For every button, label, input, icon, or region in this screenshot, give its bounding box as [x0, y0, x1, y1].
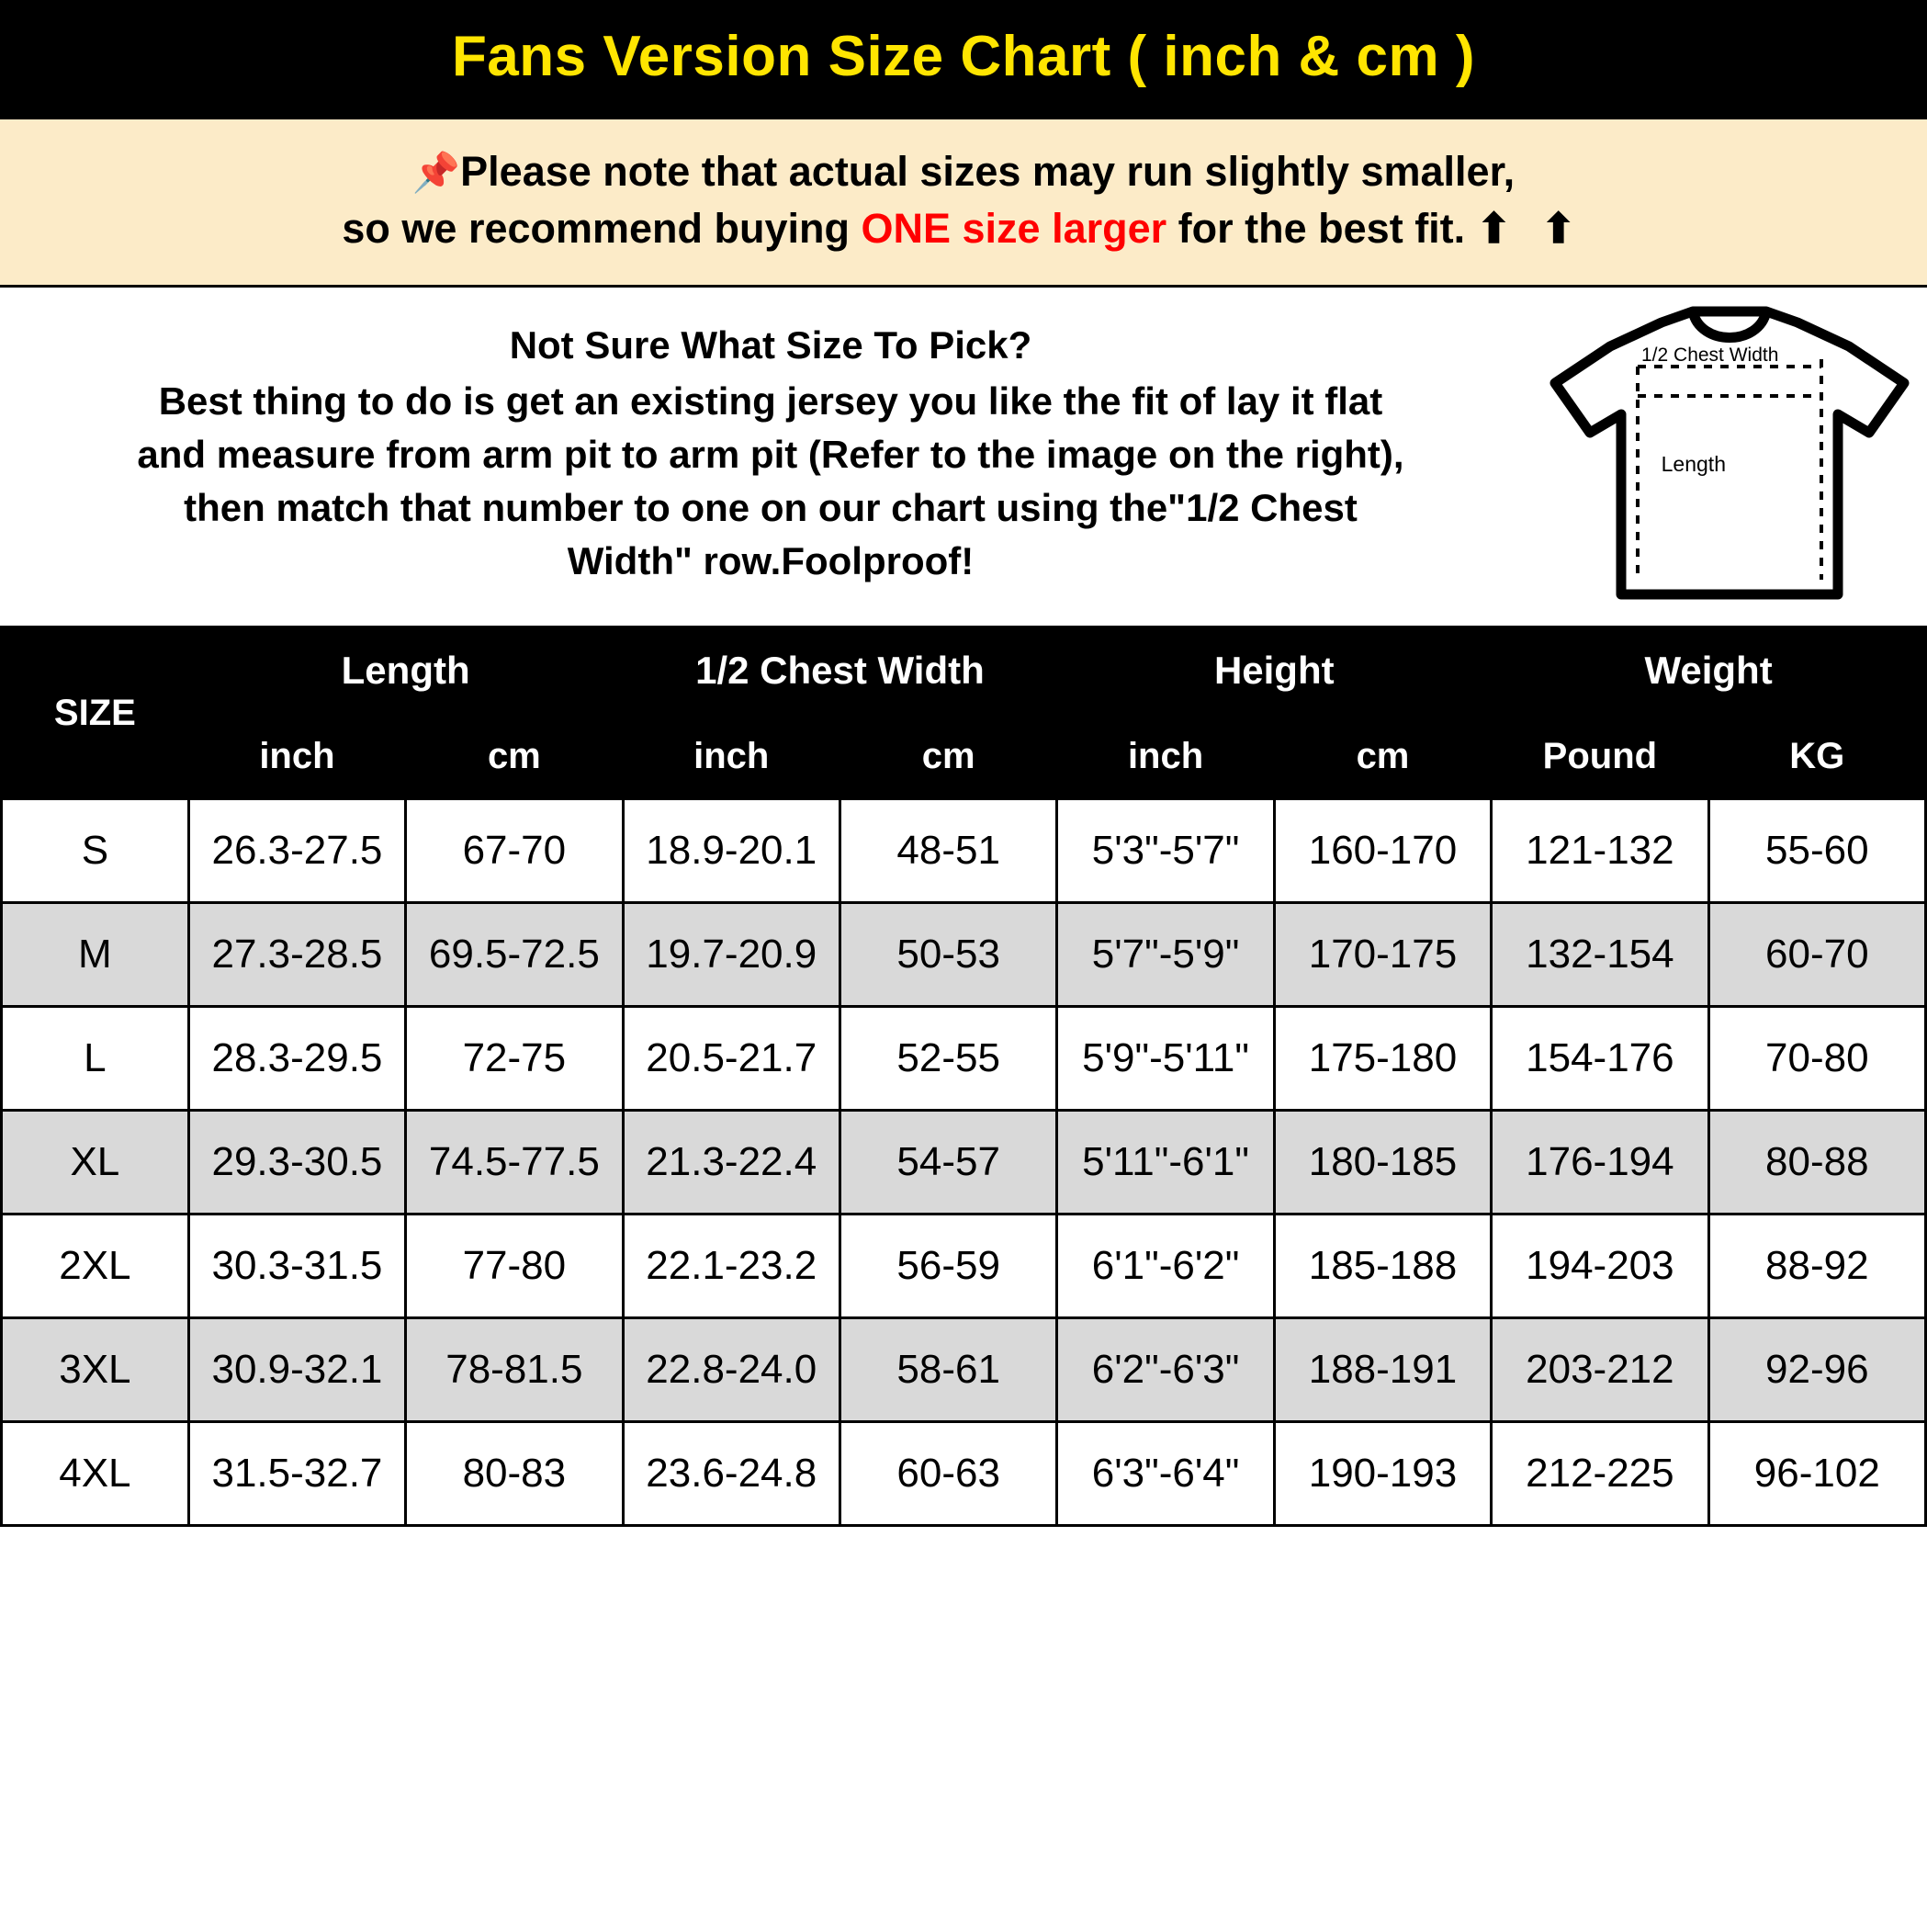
size-table — [0, 626, 1927, 1527]
cell-size: M — [2, 903, 189, 1007]
table-cell: 26.3-27.5 — [188, 799, 405, 903]
up-arrows-icon: ⬆ ⬆ — [1476, 205, 1585, 253]
info-body-line-4: Width" row.Foolproof! — [567, 539, 975, 583]
table-cell: 19.7-20.9 — [623, 903, 840, 1007]
tshirt-diagram — [1532, 304, 1927, 607]
header-unit-height-inch: inch — [1057, 715, 1274, 799]
table-cell: 55-60 — [1708, 799, 1925, 903]
note-text-2a: so we recommend buying — [342, 205, 862, 253]
info-text — [0, 323, 1532, 588]
header-unit-height-cm: cm — [1274, 715, 1491, 799]
header-group-height: Height — [1057, 627, 1492, 715]
table-cell: 121-132 — [1492, 799, 1708, 903]
cell-size: 2XL — [2, 1215, 189, 1318]
cell-size: XL — [2, 1111, 189, 1215]
table-cell: 20.5-21.7 — [623, 1007, 840, 1111]
table-cell: 96-102 — [1708, 1422, 1925, 1526]
table-cell: 176-194 — [1492, 1111, 1708, 1215]
note-line-1 — [18, 143, 1909, 200]
table-cell: 132-154 — [1492, 903, 1708, 1007]
table-cell: 48-51 — [840, 799, 1056, 903]
cell-size: 3XL — [2, 1318, 189, 1422]
header-unit-length-cm: cm — [406, 715, 623, 799]
table-cell: 22.1-23.2 — [623, 1215, 840, 1318]
header-unit-length-inch: inch — [188, 715, 405, 799]
header-size: SIZE — [2, 627, 189, 799]
header-group-chest: 1/2 Chest Width — [623, 627, 1057, 715]
table-cell: 52-55 — [840, 1007, 1056, 1111]
table-cell: 77-80 — [406, 1215, 623, 1318]
info-body-line-3: then match that number to one on our chart using the"1/2 Chest — [184, 486, 1358, 530]
table-row — [2, 1111, 1926, 1215]
title-bar — [0, 0, 1927, 119]
table-cell: 60-63 — [840, 1422, 1056, 1526]
cell-size: 4XL — [2, 1422, 189, 1526]
table-cell: 27.3-28.5 — [188, 903, 405, 1007]
table-cell: 5'3"-5'7" — [1057, 799, 1274, 903]
table-cell: 170-175 — [1274, 903, 1491, 1007]
table-row — [2, 1007, 1926, 1111]
table-cell: 29.3-30.5 — [188, 1111, 405, 1215]
table-cell: 18.9-20.1 — [623, 799, 840, 903]
table-cell: 31.5-32.7 — [188, 1422, 405, 1526]
table-cell: 188-191 — [1274, 1318, 1491, 1422]
table-cell: 60-70 — [1708, 903, 1925, 1007]
table-cell: 58-61 — [840, 1318, 1056, 1422]
table-cell: 80-88 — [1708, 1111, 1925, 1215]
table-row — [2, 799, 1926, 903]
table-cell: 6'3"-6'4" — [1057, 1422, 1274, 1526]
size-table-head — [2, 627, 1926, 799]
table-cell: 185-188 — [1274, 1215, 1491, 1318]
table-cell: 88-92 — [1708, 1215, 1925, 1318]
table-cell: 67-70 — [406, 799, 623, 903]
table-cell: 175-180 — [1274, 1007, 1491, 1111]
info-section — [0, 288, 1927, 626]
table-row — [2, 1318, 1926, 1422]
table-cell: 28.3-29.5 — [188, 1007, 405, 1111]
header-unit-chest-cm: cm — [840, 715, 1056, 799]
table-cell: 30.3-31.5 — [188, 1215, 405, 1318]
table-cell: 5'9"-5'11" — [1057, 1007, 1274, 1111]
table-cell: 69.5-72.5 — [406, 903, 623, 1007]
table-cell: 56-59 — [840, 1215, 1056, 1318]
table-cell: 6'2"-6'3" — [1057, 1318, 1274, 1422]
table-cell: 23.6-24.8 — [623, 1422, 840, 1526]
table-cell: 160-170 — [1274, 799, 1491, 903]
table-cell: 22.8-24.0 — [623, 1318, 840, 1422]
table-cell: 54-57 — [840, 1111, 1056, 1215]
table-row — [2, 1215, 1926, 1318]
info-heading: Not Sure What Size To Pick? — [509, 323, 1032, 367]
table-cell: 6'1"-6'2" — [1057, 1215, 1274, 1318]
note-line-2 — [18, 200, 1909, 257]
size-table-body — [2, 799, 1926, 1526]
table-cell: 5'7"-5'9" — [1057, 903, 1274, 1007]
group-header-row — [2, 627, 1926, 715]
note-highlight: ONE size larger — [861, 205, 1167, 253]
header-unit-weight-pound: Pound — [1492, 715, 1708, 799]
table-cell: 30.9-32.1 — [188, 1318, 405, 1422]
table-cell: 74.5-77.5 — [406, 1111, 623, 1215]
info-body-line-2: and measure from arm pit to arm pit (Refer to the image on the right), — [137, 433, 1404, 477]
chest-label: 1/2 Chest Width — [1641, 345, 1779, 367]
table-row — [2, 903, 1926, 1007]
pushpin-icon: 📌 — [411, 151, 461, 195]
note-text-1: Please note that actual sizes may run slightly smaller, — [460, 148, 1516, 196]
info-body-line-1: Best thing to do is get an existing jersey you like the fit of lay it flat — [158, 379, 1383, 424]
page-title: Fans Version Size Chart ( inch & cm ) — [451, 25, 1476, 88]
unit-header-row — [2, 715, 1926, 799]
cell-size: L — [2, 1007, 189, 1111]
table-cell: 180-185 — [1274, 1111, 1491, 1215]
table-cell: 80-83 — [406, 1422, 623, 1526]
table-cell: 21.3-22.4 — [623, 1111, 840, 1215]
tshirt-icon — [1546, 304, 1913, 607]
table-row — [2, 1422, 1926, 1526]
length-label: Length — [1661, 452, 1726, 477]
note-band — [0, 119, 1927, 288]
header-unit-chest-inch: inch — [623, 715, 840, 799]
table-cell: 194-203 — [1492, 1215, 1708, 1318]
table-cell: 212-225 — [1492, 1422, 1708, 1526]
note-text-2b: for the best fit. — [1166, 205, 1477, 253]
table-cell: 72-75 — [406, 1007, 623, 1111]
table-cell: 50-53 — [840, 903, 1056, 1007]
header-group-weight: Weight — [1492, 627, 1926, 715]
table-cell: 203-212 — [1492, 1318, 1708, 1422]
table-cell: 190-193 — [1274, 1422, 1491, 1526]
header-group-length: Length — [188, 627, 623, 715]
table-cell: 92-96 — [1708, 1318, 1925, 1422]
table-cell: 154-176 — [1492, 1007, 1708, 1111]
header-unit-weight-kg: KG — [1708, 715, 1925, 799]
cell-size: S — [2, 799, 189, 903]
table-cell: 70-80 — [1708, 1007, 1925, 1111]
table-cell: 78-81.5 — [406, 1318, 623, 1422]
table-cell: 5'11"-6'1" — [1057, 1111, 1274, 1215]
